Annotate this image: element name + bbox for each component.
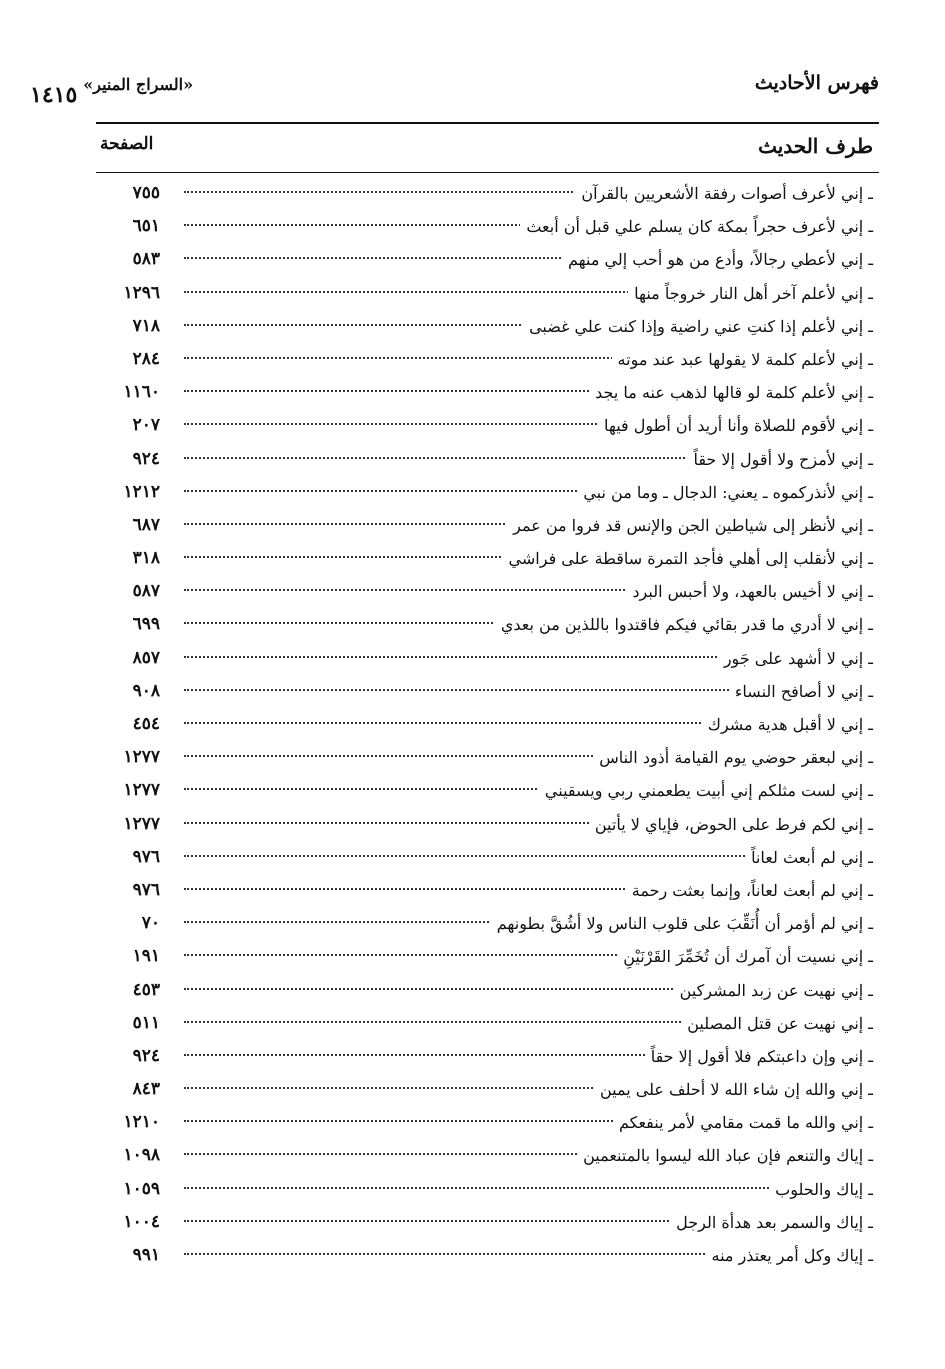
page-ref: ٧٠ (141, 913, 160, 934)
page-ref: ٦٥١ (132, 216, 160, 237)
hadith-text: ـ إني لأنقلب إلى أهلي فأجد التمرة ساقطة على فراشي (503, 549, 873, 568)
hadith-text: ـ إني والله إن شاء الله لا أحلف على يمين (594, 1080, 873, 1099)
index-entry (98, 1010, 873, 1043)
hadith-text: ـ إني والله ما قمت مقامي لأمر ينفعكم (613, 1113, 873, 1132)
index-entry (98, 1242, 873, 1275)
index-entry (98, 1076, 873, 1109)
hadith-text: ـ إني نهيت عن زبد المشركين (674, 981, 873, 1000)
index-entry (98, 1176, 873, 1209)
header-rule (96, 122, 879, 124)
hadith-text: ـ إني لأعلم كلمة لو قالها لذهب عنه ما يجد (589, 383, 873, 402)
column-header-rule (96, 172, 879, 173)
section-title: فهرس الأحاديث (754, 72, 879, 94)
page-ref: ١٠٥٩ (123, 1178, 160, 1199)
index-entry (98, 346, 873, 379)
hadith-text: ـ إني لم أبعث لعاناً، وإنما بعثت رحمة (626, 881, 873, 900)
index-entry (98, 611, 873, 644)
page-ref: ٥٨٧ (132, 581, 160, 602)
page-ref: ٦٩٩ (132, 614, 160, 635)
hadith-text: ـ إني لا أدري ما قدر بقائي فيكم فاقتدوا باللذين من بعدي (495, 615, 873, 634)
hadith-text: ـ إني لا أقبل هدية مشرك (702, 715, 873, 734)
page-ref: ١٠٩٨ (123, 1145, 160, 1166)
hadith-text: ـ إني لأعرف حجراً بمكة كان يسلم علي قبل أن أبعث (520, 217, 873, 236)
page-ref: ١٢١٠ (123, 1112, 160, 1133)
column-headers (100, 132, 873, 166)
hadith-text: ـ إني لأعلم إذا كنتِ عني راضية وإذا كنت علي غضبى (523, 317, 873, 336)
hadith-text: ـ إني لأعلم آخر أهل النار خروجاً منها (628, 284, 873, 303)
hadith-text: ـ إياك والسمر بعد هدأة الرجل (670, 1213, 873, 1232)
hadith-text: ـ إني لا أصافح النساء (729, 682, 873, 701)
index-entry (98, 977, 873, 1010)
index-entry (98, 877, 873, 910)
hadith-text: ـ إني نهيت عن قتل المصلين (681, 1014, 873, 1033)
page-ref: ٩٢٤ (132, 1045, 160, 1066)
page-ref: ١٢٧٧ (123, 780, 160, 801)
index-entry (98, 280, 873, 313)
page-ref: ٧٥٥ (132, 183, 160, 203)
page-ref: ٨٥٧ (132, 647, 160, 668)
index-entry (98, 943, 873, 976)
hadith-text: ـ إني لأنذركموه ـ يعني: الدجال ـ وما من نبي (577, 483, 873, 502)
hadith-text: ـ إني نسيت أن آمرك أن تُخَمِّرَ القَرْنَيْنِ (617, 947, 873, 966)
index-entry (98, 1043, 873, 1076)
hadith-text: ـ إني لا أخيس بالعهد، ولا أحبس البرد (626, 582, 873, 601)
index-entry (98, 1109, 873, 1142)
page-ref: ٥١١ (132, 1012, 160, 1033)
running-head (30, 66, 879, 106)
index-entry (98, 844, 873, 877)
index-entry (98, 180, 873, 213)
hadith-text: ـ إني لكم فرط على الحوض، فإياي لا يأتين (589, 815, 873, 834)
hadith-column-header: طرف الحديث (758, 134, 873, 158)
page-ref: ١١٦٠ (123, 382, 160, 403)
hadith-text: ـ إني لا أشهد على جَور (718, 649, 873, 668)
hadith-text: ـ إني لبعقر حوضي يوم القيامة أذود الناس (593, 748, 873, 767)
page-ref: ٧١٨ (132, 315, 160, 336)
page-ref: ١٢٧٧ (123, 813, 160, 834)
index-entry (98, 512, 873, 545)
page-ref: ٨٤٣ (132, 1079, 160, 1100)
hadith-text: ـ إني لأعلم كلمة لا يقولها عبد عند موته (612, 350, 873, 369)
hadith-text: ـ إني لأعرف أصوات رفقة الأشعريين بالقرآن (575, 184, 873, 203)
index-entry (98, 1209, 873, 1242)
hadith-text: ـ إني لم أؤمر أن أُنَقِّبَ على قلوب الناس ولا أشُقَّ بطونهم (491, 914, 873, 933)
page-ref: ٦٨٧ (132, 514, 160, 535)
hadith-text: ـ إني لأمزح ولا أقول إلا حقاً (687, 450, 873, 469)
index-entry (98, 213, 873, 246)
page-ref: ٣١٨ (132, 548, 160, 569)
page-ref: ٩٧٦ (132, 879, 160, 900)
index-entry (98, 777, 873, 810)
page-column-header: الصفحة (100, 134, 154, 154)
index-entry (98, 578, 873, 611)
page-ref: ٤٥٤ (132, 714, 160, 734)
page-number-block (30, 75, 194, 108)
page-ref: ١٢٧٧ (123, 747, 160, 768)
index-entry (98, 379, 873, 412)
hadith-text: ـ إياك وكل أمر يعتذر منه (706, 1246, 873, 1265)
hadith-text: ـ إياك والحلوب (769, 1180, 873, 1199)
hadith-index-list (98, 180, 873, 1275)
page-ref: ٩٩١ (132, 1245, 160, 1265)
index-entry (98, 811, 873, 844)
hadith-text: ـ إني لأقوم للصلاة وأنا أريد أن أطول فيها (598, 416, 873, 435)
page-ref: ١٢٩٦ (123, 282, 160, 303)
index-entry (98, 545, 873, 578)
page-ref: ٩٠٨ (132, 680, 160, 701)
hadith-text: ـ إني لم أبعث لعاناً (745, 848, 873, 867)
page-ref: ١٠٠٤ (123, 1211, 160, 1232)
hadith-text: ـ إني لأعطي رجالاً، وأدع من هو أحب إلي منهم (562, 250, 873, 269)
index-entry (98, 479, 873, 512)
page-ref: ١٩١ (132, 946, 160, 967)
page-ref: ٢٨٤ (132, 348, 160, 369)
index-entry (98, 678, 873, 711)
index-entry (98, 645, 873, 678)
hadith-text: ـ إني لأنظر إلى شياطين الجن والإنس قد فروا من عمر (507, 516, 873, 535)
page-ref: ١٢١٢ (123, 481, 160, 502)
index-entry (98, 910, 873, 943)
hadith-text: ـ إياك والتنعم فإن عباد الله ليسوا بالمتنعمين (577, 1146, 873, 1165)
hadith-text: ـ إني لست مثلكم إني أبيت يطعمني ربي ويسقيني (539, 781, 873, 800)
book-title: «السراج المنير» (83, 75, 194, 94)
page-ref: ٩٢٤ (132, 448, 160, 469)
index-entry (98, 711, 873, 744)
page-ref: ٢٠٧ (132, 415, 160, 436)
index-entry (98, 1142, 873, 1175)
page-ref: ٥٨٣ (132, 249, 160, 270)
hadith-text: ـ إني وإن داعبتكم فلا أقول إلا حقاً (645, 1047, 873, 1066)
index-entry (98, 313, 873, 346)
index-entry (98, 246, 873, 279)
index-entry (98, 446, 873, 479)
page-ref: ٩٧٦ (132, 846, 160, 867)
page-ref: ٤٥٣ (132, 979, 160, 1000)
index-entry (98, 412, 873, 445)
index-entry (98, 744, 873, 777)
page-number: ١٤١٥ (30, 82, 78, 108)
